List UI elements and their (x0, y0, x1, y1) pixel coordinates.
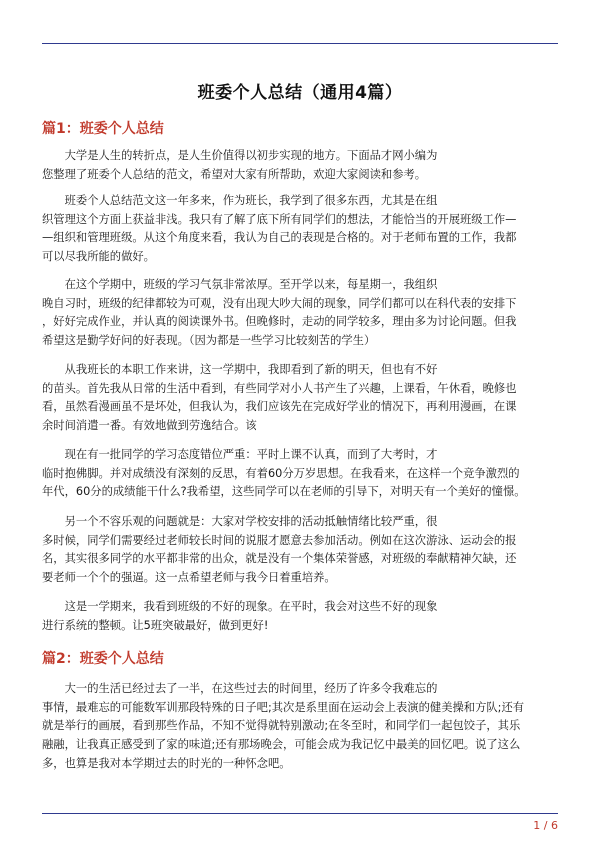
paragraph-line: 从我班长的本职工作来讲，这一学期中，我即看到了新的明天，但也有不好 (42, 363, 438, 376)
paragraph-line: 另一个不容乐观的问题就是：大家对学校安排的活动抵触情绪比较严重，很 (42, 515, 438, 528)
section-heading: 篇2：班委个人总结 (42, 651, 164, 667)
paragraph-line: 进行系统的整顿。让5班突破最好，做到更好! (42, 618, 269, 632)
section-heading: 篇1：班委个人总结 (42, 121, 164, 137)
paragraph-line: 这是一学期来，我看到班级的不好的现象。在平时，我会对这些不好的现象 (42, 600, 438, 613)
paragraph (42, 276, 562, 351)
paragraph (42, 513, 562, 588)
paragraph-line: 的苗头。首先我从日常的生活中看到，有些同学对小人书产生了兴趣，上课看，午休看，晚修也 (42, 381, 517, 395)
paragraph (42, 598, 562, 635)
paragraph-line: 名，其实很多同学的水平都非常的出众，就是没有一个集体荣誉感，对班级的奉献精神欠缺，还 (42, 552, 517, 566)
paragraph-line: 现在有一批同学的学习态度错位严重：平时上课不认真，而到了大考时，才 (42, 448, 438, 461)
paragraph-line: 要老师一个个的强逼。这一点希望老师与我今日着重培养。 (42, 571, 336, 585)
paragraph-line: 多时候，同学们需要经过老师较长时间的说服才愿意去参加活动。例如在这次游泳、运动会的报 (42, 533, 517, 547)
paragraph-line: 您整理了班委个人总结的范文，希望对大家有所帮助，欢迎大家阅读和参考。 (42, 167, 427, 181)
paragraph (42, 361, 562, 436)
paragraph-line: 晚自习时，班级的纪律都较为可观，没有出现大吵大闹的现象，同学们都可以在科代表的安排下 (42, 296, 517, 310)
paragraph-line: 希望这是勤学好问的好表现。（因为都是一些学习比较刻苦的学生） (42, 334, 376, 348)
paragraph-line: 大一的生活已经过去了一半，在这些过去的时间里，经历了许多令我难忘的 (42, 682, 438, 695)
paragraph-line: 年代，60分的成绩能干什么?我希望，这些同学可以在老师的引导下，对明天有一个美好的憧憬。 (42, 485, 526, 499)
page-indicator: 1 / 6 (533, 819, 558, 832)
paragraph (42, 680, 562, 774)
paragraph (42, 446, 562, 502)
paragraph-line: ，好好完成作业，并认真的阅读课外书。但晚修时，走动的同学较多，理由多为讨论问题。但我 (42, 315, 517, 329)
paragraph-line: 大学是人生的转折点，是人生价值得以初步实现的地方。下面品才网小编为 (42, 149, 438, 162)
paragraph-line: 多，也算是我对本学期过去的时光的一种怀念吧。 (42, 756, 291, 770)
paragraph-line: 可以尽我所能的做好。 (42, 250, 155, 264)
paragraph-line: 班委个人总结范文这一年多来，作为班长，我学到了很多东西，尤其是在组 (42, 194, 438, 207)
paragraph-line: 临时抱佛脚。并对成绩没有深刻的反思，有着60分万岁思想。在我看来，在这样一个竞争激烈的 (42, 466, 520, 480)
paragraph (42, 147, 562, 184)
paragraph-line: —组织和管理班级。从这个角度来看，我认为自己的表现是合格的。对于老师布置的工作，我都 (42, 231, 517, 245)
paragraph-line: 余时间消遣一番。有效地做到劳逸结合。该 (42, 419, 257, 433)
paragraph-line: 就是举行的画展，看到那些作品，不知不觉得就特别激动;在冬至时，和同学们一起包饺子，其乐 (42, 719, 521, 733)
document-title: 班委个人总结（通用4篇） (197, 83, 403, 103)
paragraph-line: 织管理这个方面上获益非浅。我只有了解了底下所有同学们的想法，才能恰当的开展班级工作— (42, 212, 517, 226)
paragraph (42, 192, 562, 267)
header-rule (42, 43, 558, 44)
paragraph-line: 看，虽然看漫画虽不是坏处，但我认为，我们应该先在完成好学业的情况下，再利用漫画，在课 (42, 400, 517, 414)
paragraph-line: 在这个学期中，班级的学习气氛非常浓厚。至开学以来，每星期一，我组织 (42, 278, 438, 291)
footer-rule (42, 813, 558, 814)
paragraph-line: 融融，让我真正感受到了家的味道;还有那场晚会，可能会成为我记忆中最美的回忆吧。说了这么 (42, 738, 521, 752)
paragraph-line: 事情，最难忘的可能数军训那段特殊的日子吧;其次是系里面在运动会上表演的健美操和方队;还有 (42, 700, 525, 714)
